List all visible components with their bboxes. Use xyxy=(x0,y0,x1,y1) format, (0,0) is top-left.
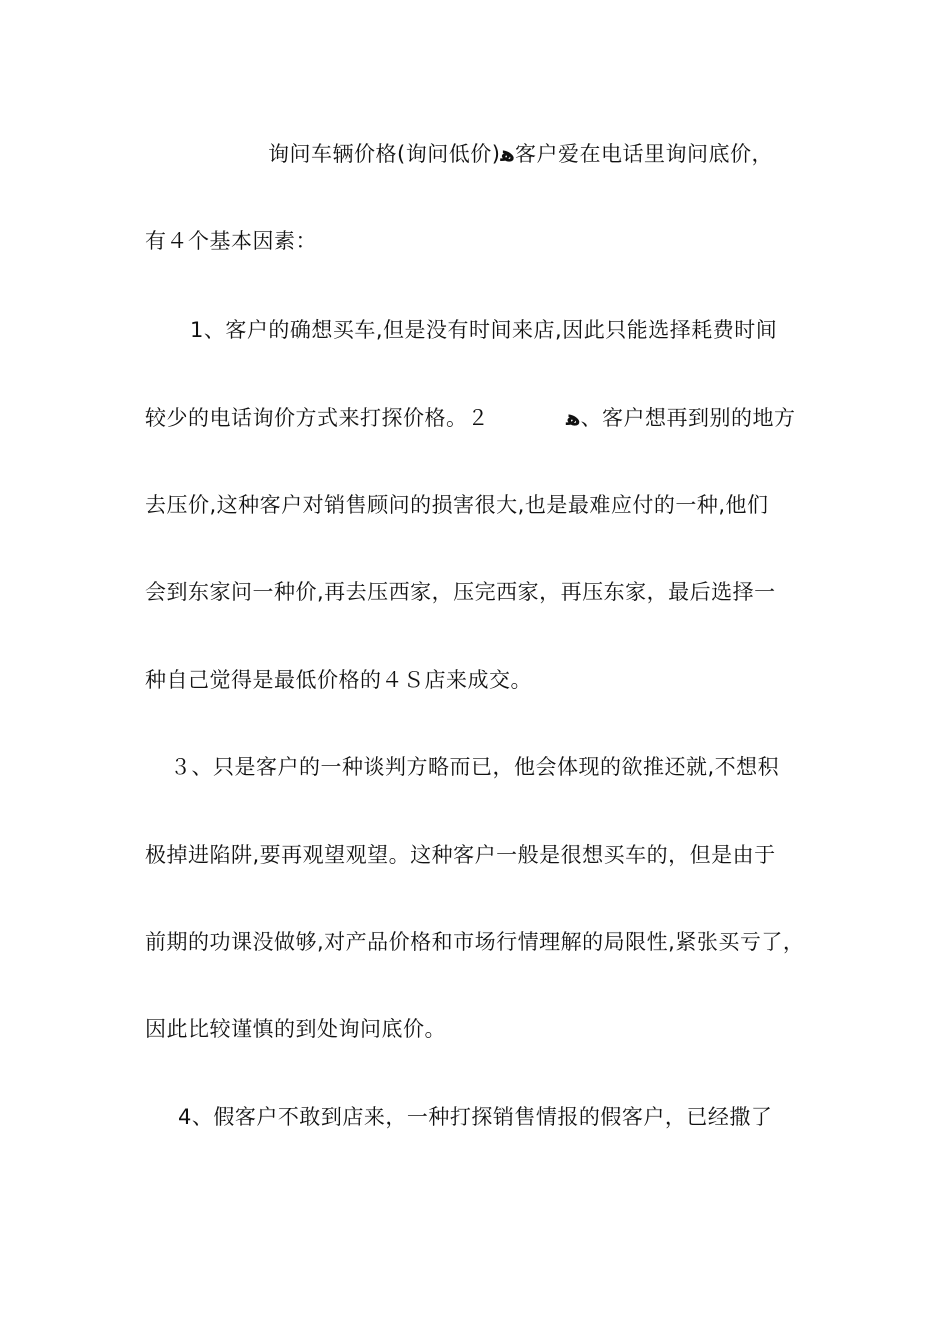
paragraph-line-11 xyxy=(145,1014,446,1044)
special-glyph: ﻫ xyxy=(500,142,515,166)
text-segment: 去压价,这种客户对销售顾问的损害很大,也是最难应付的一种,他们 xyxy=(145,493,769,517)
text-segment: 因此比较谨慎的到处询问底价。 xyxy=(145,1017,446,1041)
paragraph-line-3 xyxy=(190,315,777,345)
paragraph-line-7 xyxy=(145,665,532,695)
text-segment: ３、只是客户的一种谈判方略而已，他会体现的欲推还就,不想积 xyxy=(170,755,780,779)
text-segment: 询问车辆价格(询问低价) xyxy=(268,142,501,166)
paragraph-line-2 xyxy=(145,226,317,256)
text-segment: 客户爱在电话里询问底价， xyxy=(514,142,773,166)
paragraph-line-4 xyxy=(145,403,489,433)
text-segment: 有４个基本因素： xyxy=(145,229,317,253)
text-segment: 前期的功课没做够,对产品价格和市场行情理解的局限性,紧张买亏了， xyxy=(145,930,805,954)
paragraph-line-1 xyxy=(268,139,773,169)
paragraph-line-4-continued xyxy=(566,403,796,433)
paragraph-line-8 xyxy=(170,752,779,782)
text-segment: 较少的电话询价方式来打探价格。２ xyxy=(145,406,489,430)
paragraph-line-9 xyxy=(145,840,776,870)
text-segment: 种自己觉得是最低价格的４Ｓ店来成交。 xyxy=(145,668,532,692)
text-segment: 会到东家问一种价,再去压西家，压完西家，再压东家，最后选择一 xyxy=(145,580,776,604)
paragraph-line-5 xyxy=(145,490,769,520)
text-segment: 、客户想再到别的地方 xyxy=(580,406,796,430)
special-glyph: ﻫ xyxy=(566,406,581,430)
text-segment: 4、假客户不敢到店来，一种打探销售情报的假客户，已经撒了 xyxy=(178,1105,773,1129)
paragraph-line-6 xyxy=(145,577,776,607)
text-segment: 极掉进陷阱,要再观望观望。这种客户一般是很想买车的，但是由于 xyxy=(145,843,776,867)
paragraph-line-12 xyxy=(178,1102,772,1132)
text-segment: 1、客户的确想买车,但是没有时间来店,因此只能选择耗费时间 xyxy=(190,318,778,342)
paragraph-line-10 xyxy=(145,927,804,957)
